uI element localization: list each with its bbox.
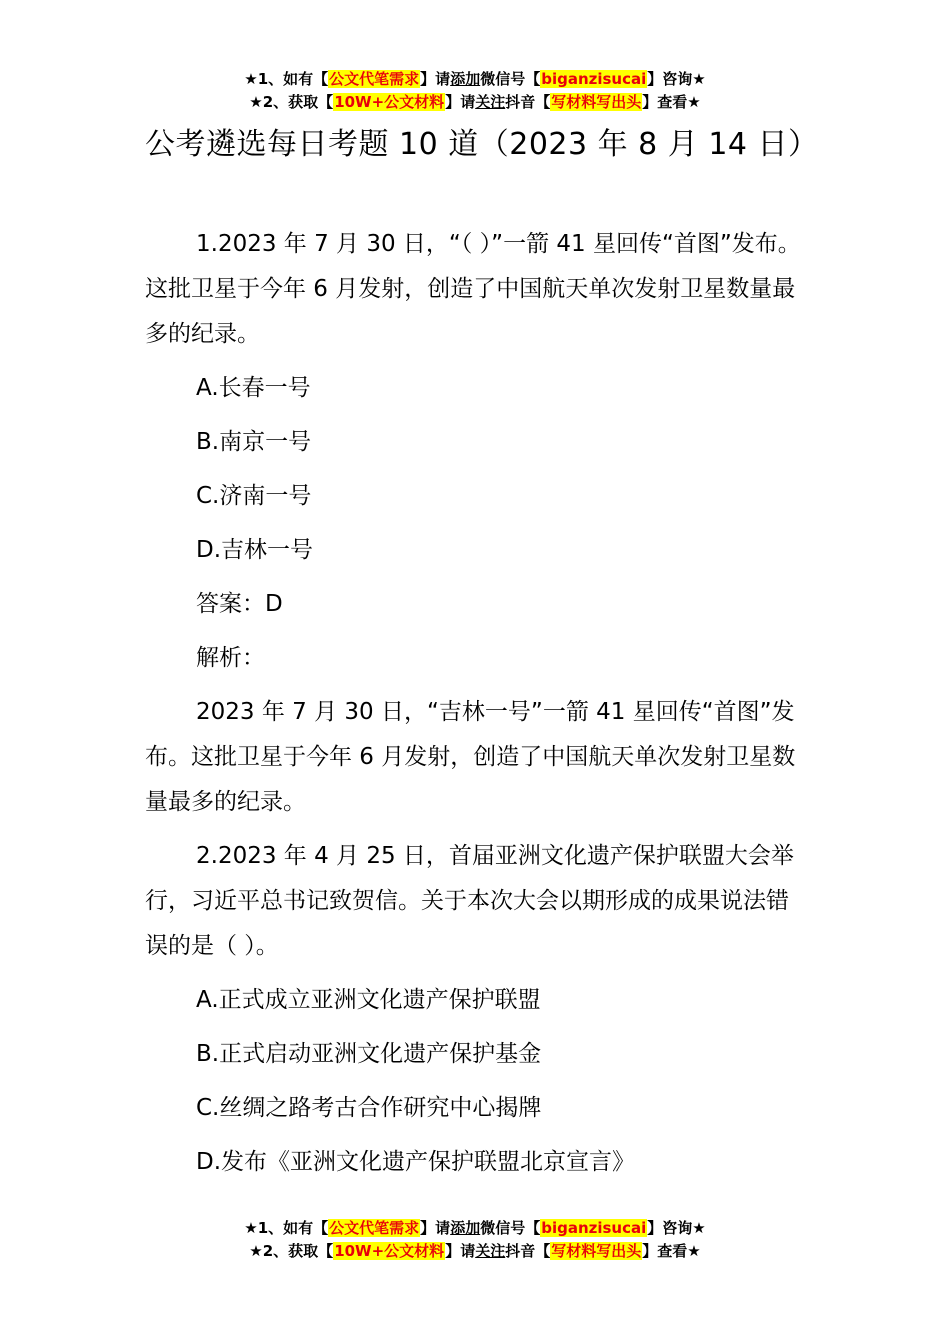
question-1-option-a: A.长春一号 [196, 375, 311, 401]
highlight-materials: 10W+公文材料 [334, 1242, 445, 1260]
question-1-option-d: D.吉林一号 [196, 537, 314, 563]
question-1-option-b: B.南京一号 [196, 429, 312, 455]
promo-line-1: ★1、如有【公文代笔需求】请添加微信号【biganzisucai】咨询★ [244, 70, 706, 88]
promo-line-1: ★1、如有【公文代笔需求】请添加微信号【biganzisucai】咨询★ [244, 1219, 706, 1237]
promo-banner-top [0, 68, 950, 114]
highlight-service: 公文代笔需求 [329, 1219, 420, 1237]
question-1-analysis-label: 解析： [196, 645, 265, 671]
question-1-answer: 答案：D [196, 591, 283, 617]
question-2-stem: 2.2023 年 4 月 25 日，首届亚洲文化遗产保护联盟大会举行，习近平总书记致贺信。关于本次大会以期形成的成果说法错误的是（ ）。 [145, 843, 794, 959]
document-body [145, 222, 810, 1194]
promo-banner-bottom [0, 1217, 950, 1263]
highlight-service: 公文代笔需求 [329, 70, 420, 88]
question-1-analysis: 2023 年 7 月 30 日，“吉林一号”一箭 41 星回传“首图”发布。这批卫星于今年 6 月发射，创造了中国航天单次发射卫星数量最多的纪录。 [145, 699, 796, 815]
highlight-douyin-account: 写材料写出头 [551, 93, 642, 111]
question-2-option-c: C.丝绸之路考古合作研究中心揭牌 [196, 1095, 542, 1121]
question-1-stem: 1.2023 年 7 月 30 日，“（ ）”一箭 41 星回传“首图”发布。这批卫星于今年 6 月发射，创造了中国航天单次发射卫星数量最多的纪录。 [145, 231, 801, 347]
promo-line-2: ★2、获取【10W+公文材料】请关注抖音【写材料写出头】查看★ [249, 1242, 701, 1260]
document-title: 公考遴选每日考题 10 道（2023 年 8 月 14 日） [145, 127, 819, 162]
highlight-douyin-account: 写材料写出头 [551, 1242, 642, 1260]
promo-line-2: ★2、获取【10W+公文材料】请关注抖音【写材料写出头】查看★ [249, 93, 701, 111]
highlight-wechat-id: biganzisucai [541, 1219, 647, 1237]
question-2-option-b: B.正式启动亚洲文化遗产保护基金 [196, 1041, 542, 1067]
highlight-wechat-id: biganzisucai [541, 70, 647, 88]
highlight-materials: 10W+公文材料 [334, 93, 445, 111]
question-2-option-d: D.发布《亚洲文化遗产保护联盟北京宣言》 [196, 1149, 636, 1175]
question-2-option-a: A.正式成立亚洲文化遗产保护联盟 [196, 987, 541, 1013]
question-1-option-c: C.济南一号 [196, 483, 312, 509]
